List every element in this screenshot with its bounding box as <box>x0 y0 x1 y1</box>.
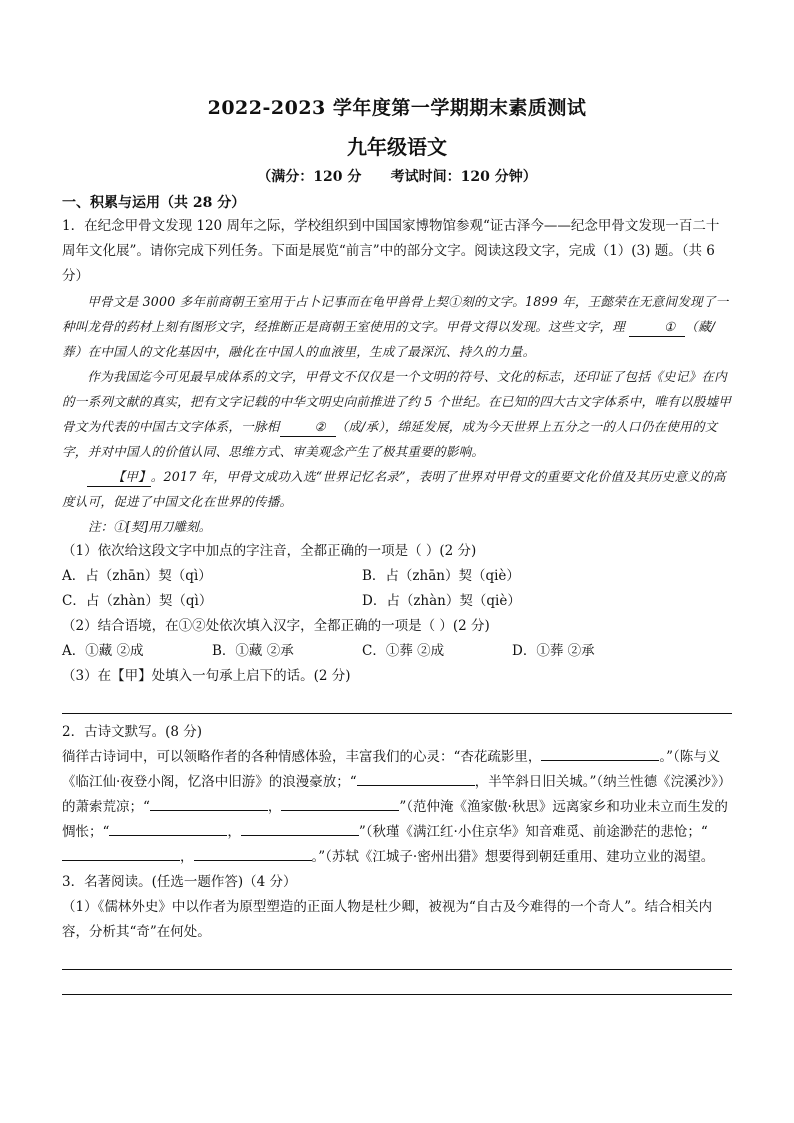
question-2-body <box>62 745 732 870</box>
passage-text: （藏/葬）在中国人的文化基因中，融化在中国人的血液里，生成了最深沉、持久的力量。 <box>62 319 716 359</box>
passage-text: 。2017 年，甲骨文成功入选“世界记忆名录”，表明了世界对甲骨文的重要文化价值及其历史意义的高度认可，促进了中国文化在世界的传播。 <box>62 469 726 509</box>
question-1-sub-3: （3）在【甲】处填入一句承上启下的话。(2 分) <box>62 668 351 684</box>
passage-text: 甲骨文是 3000 多年前商朝王室用于占卜记事而在龟甲兽骨上契①刻的文字。1899 年，王懿荣在无意间发现了一种叫龙骨的药材上刻有图形文字，经推断正是商朝王室使用的文字。甲骨文得以发现。这些文字，理 <box>62 294 729 334</box>
section-heading: 一、积累与运用（共 28 分） <box>62 195 246 211</box>
passage-text: 作为我国迄今可见最早成体系的文字，甲骨文不仅仅是一个文明的符号、文化的标志，还印证了包括《史记》在内的一系列文献的真实，把有文字记载的中华文明史向前推进了约 5 个世纪。在已知的四大古文字体系中，唯有以殷墟甲骨文为代表的中国古文字体系，一脉相 <box>62 369 732 434</box>
poem-blank[interactable] <box>62 860 180 861</box>
fill-blank-1[interactable]: ① <box>629 318 685 337</box>
footnote: 注：①[契]用刀雕刻。 <box>88 519 212 534</box>
poem-text: ， <box>180 849 194 865</box>
option-a[interactable]: A．占（zhān）契（qì） <box>62 568 212 584</box>
poem-text: 。”（陈与义《临江仙·夜登小阁，忆洛中旧游》的浪漫豪放；“ <box>62 749 721 790</box>
answer-line[interactable] <box>62 945 732 970</box>
option-d[interactable]: D．占（zhàn）契（qiè） <box>362 593 521 609</box>
options-row <box>62 639 732 664</box>
option-b[interactable]: B．①藏 ②承 <box>212 643 294 659</box>
exam-page <box>62 92 732 995</box>
passage-paragraph-1 <box>62 289 732 364</box>
exam-subject: 九年级语文 <box>347 135 447 159</box>
option-c[interactable]: C．占（zhàn）契（qì） <box>62 593 213 609</box>
option-a[interactable]: A．①藏 ②成 <box>62 643 144 659</box>
poem-blank[interactable] <box>194 860 312 861</box>
passage-text: （成/承），绵延发展，成为今天世界上五分之一的人口仍在使用的文字，并对中国人的价值认同、思维方式、审美观念产生了极其重要的影响。 <box>62 419 718 459</box>
passage-paragraph-2 <box>62 364 732 464</box>
options-row <box>62 589 732 614</box>
poem-text: ”（范仲淹《渔家傲·秋思》远离家乡和功业未立而生发的惆怅；“ <box>62 799 728 840</box>
poem-blank[interactable] <box>357 785 475 786</box>
question-1-stem: 1．在纪念甲骨文发现 120 周年之际，学校组织到中国国家博物馆参观“证古泽今——纪念甲骨文发现一百二十周年文化展”。请你完成下列任务。下面是展览“前言”中的部分文字。阅读这段文字，完成（1）(3) 题。（共 6分） <box>62 218 720 284</box>
exam-title: 2022-2023 学年度第一学期期末素质测试 <box>207 97 587 119</box>
passage-paragraph-3 <box>62 464 732 514</box>
poem-blank[interactable] <box>109 835 227 836</box>
poem-text: ， <box>267 799 282 815</box>
exam-meta: （满分：120 分 考试时间：120 分钟） <box>257 169 537 185</box>
answer-line[interactable] <box>62 689 732 714</box>
option-c[interactable]: C．①葬 ②成 <box>362 643 445 659</box>
option-b[interactable]: B．占（zhān）契（qiè） <box>362 568 520 584</box>
poem-blank[interactable] <box>150 810 268 811</box>
fill-blank-2[interactable]: ② <box>280 418 336 437</box>
options-row <box>62 564 732 589</box>
option-d[interactable]: D．①葬 ②承 <box>512 643 595 659</box>
question-1-sub-2: （2）结合语境，在①②处依次填入汉字，全都正确的一项是（ ）(2 分) <box>62 618 490 634</box>
answer-line[interactable] <box>62 970 732 995</box>
question-3-sub-1: （1）《儒林外史》中以作者为原型塑造的正面人物是杜少卿，被视为“自古及今难得的一个奇人”。结合相关内容，分析其“奇”在何处。 <box>62 899 713 940</box>
fill-blank-jia[interactable]: 【甲】 <box>87 468 151 487</box>
poem-text: 徜徉古诗词中，可以领略作者的各种情感体验，丰富我们的心灵：“杏花疏影里， <box>62 749 542 765</box>
question-2-stem: 2．古诗文默写。(8 分) <box>62 724 203 740</box>
poem-blank[interactable] <box>281 810 399 811</box>
poem-text: ”（秋瑾《满江红·小住京华》知音难觅、前途渺茫的悲怆；“ <box>358 824 708 840</box>
question-1-sub-1: （1）依次给这段文字中加点的字注音，全都正确的一项是（ ）(2 分) <box>62 543 477 559</box>
poem-blank[interactable] <box>241 835 359 836</box>
poem-text: ，半竿斜日旧关城。”（纳兰性德《浣溪沙》）的萧索荒凉；“ <box>62 774 732 815</box>
poem-blank[interactable] <box>541 760 659 761</box>
poem-text: ， <box>227 824 241 840</box>
question-3-stem: 3．名著阅读。(任选一题作答)（4 分） <box>62 874 297 890</box>
poem-text: 。”（苏轼《江城子·密州出猎》想要得到朝廷重用、建功立业的渴望。 <box>311 849 715 865</box>
